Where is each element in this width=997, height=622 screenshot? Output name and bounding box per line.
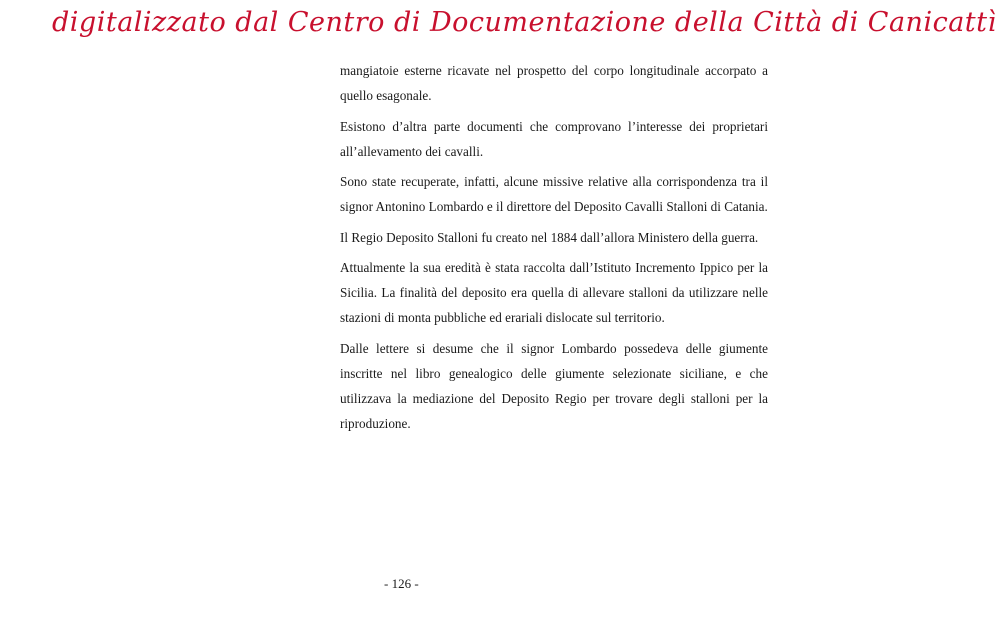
watermark-header: digitalizzato dal Centro di Documentazione della Città di Canicattì bbox=[52, 7, 997, 38]
paragraph: mangiatoie esterne ricavate nel prospetto del corpo longitudinale accorpato a quello esagonale. bbox=[340, 63, 768, 103]
paragraph: Attualmente la sua eredità è stata raccolta dall’Istituto Incremento Ippico per la Sicilia. La finalità del deposito era quella di allevare stalloni da utilizzare nelle stazioni di monta pubbliche ed erariali dislocate sul territorio. bbox=[340, 260, 768, 325]
page-number: - 126 - bbox=[384, 576, 419, 591]
paragraph: Sono state recuperate, infatti, alcune missive relative alla corrispondenza tra il signor Antonino Lombardo e il direttore del Deposito Cavalli Stalloni di Catania. bbox=[340, 174, 768, 214]
paragraph: Il Regio Deposito Stalloni fu creato nel 1884 dall’allora Ministero della guerra. bbox=[340, 229, 759, 245]
page-body bbox=[340, 58, 768, 441]
paragraph: Dalle lettere si desume che il signor Lombardo possedeva delle giumente inscritte nel libro genealogico delle giumente selezionate siciliane, e che utilizzava la mediazione del Deposito Regio per trovare degli stalloni per la riproduzione. bbox=[340, 340, 768, 431]
paragraph: Esistono d’altra parte documenti che comprovano l’interesse dei proprietari all’allevamento dei cavalli. bbox=[340, 118, 768, 159]
